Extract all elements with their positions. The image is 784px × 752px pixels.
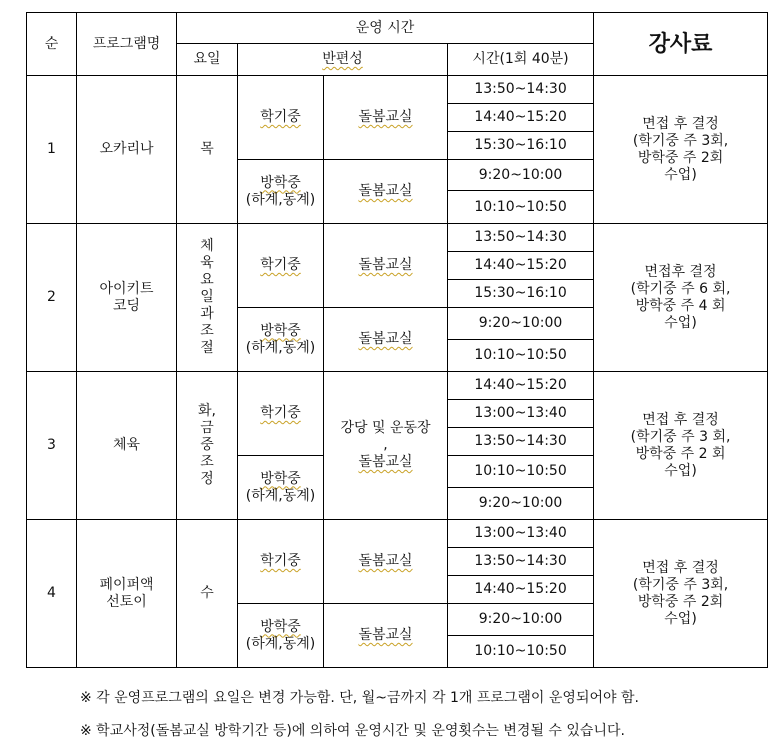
time-slot: 13:50~14:30 — [448, 548, 594, 576]
class-place: 돌봄교실 — [324, 520, 448, 604]
class-place: 강당 및 운동장 , 돌봄교실 — [324, 372, 448, 520]
time-slot: 14:40~15:20 — [448, 576, 594, 604]
header-time: 시간(1회 40분) — [448, 44, 594, 76]
day-cell: 목 — [177, 76, 238, 224]
note-day-change: ※ 각 운영프로그램의 요일은 변경 가능함. 단, 월~금까지 각 1개 프로그램이 운영되어야 함. — [80, 690, 639, 706]
semester-label: 학기중 — [238, 372, 324, 456]
time-slot: 15:30~16:10 — [448, 280, 594, 308]
header-fee: 강사료 — [594, 13, 768, 76]
fee-cell: 면접 후 결정 (학기중 주 3 회, 방학중 주 2 회 수업) — [594, 372, 768, 520]
row-no: 3 — [27, 372, 77, 520]
day-cell: 화, 금 중 조 정 — [177, 372, 238, 520]
header-program: 프로그램명 — [77, 13, 177, 76]
time-slot: 13:50~14:30 — [448, 76, 594, 104]
row-no: 4 — [27, 520, 77, 668]
program-name: 페이퍼액 선토이 — [77, 520, 177, 668]
time-slot: 10:10~10:50 — [448, 191, 594, 224]
time-slot: 13:00~13:40 — [448, 400, 594, 428]
time-slot: 14:40~15:20 — [448, 104, 594, 132]
vacation-label: 방학중 (하계,동계) — [238, 456, 324, 520]
class-place: 돌봄교실 — [324, 308, 448, 372]
fee-cell: 면접 후 결정 (학기중 주 3회, 방학중 주 2회 수업) — [594, 520, 768, 668]
time-slot: 9:20~10:00 — [448, 308, 594, 340]
header-day: 요일 — [177, 44, 238, 76]
program-name: 체육 — [77, 372, 177, 520]
time-slot: 10:10~10:50 — [448, 456, 594, 488]
header-operation-time: 운영 시간 — [177, 13, 594, 44]
fee-cell: 면접 후 결정 (학기중 주 3회, 방학중 주 2회 수업) — [594, 76, 768, 224]
time-slot: 14:40~15:20 — [448, 372, 594, 400]
class-place: 돌봄교실 — [324, 224, 448, 308]
program-name: 아이키트 코딩 — [77, 224, 177, 372]
vacation-label: 방학중 (하계,동계) — [238, 308, 324, 372]
class-place: 돌봄교실 — [324, 160, 448, 224]
day-cell: 수 — [177, 520, 238, 668]
vacation-label: 방학중 (하계,동계) — [238, 604, 324, 668]
header-class-group: 반편성 — [238, 44, 448, 76]
row-no: 1 — [27, 76, 77, 224]
header-no: 순 — [27, 13, 77, 76]
time-slot: 13:50~14:30 — [448, 428, 594, 456]
time-slot: 13:50~14:30 — [448, 224, 594, 252]
semester-label: 학기중 — [238, 76, 324, 160]
time-slot: 13:00~13:40 — [448, 520, 594, 548]
time-slot: 9:20~10:00 — [448, 160, 594, 191]
program-name: 오카리나 — [77, 76, 177, 224]
row-no: 2 — [27, 224, 77, 372]
time-slot: 14:40~15:20 — [448, 252, 594, 280]
time-slot: 10:10~10:50 — [448, 636, 594, 668]
time-slot: 10:10~10:50 — [448, 340, 594, 372]
time-slot: 9:20~10:00 — [448, 488, 594, 520]
note-schedule-change: ※ 학교사정(돌봄교실 방학기간 등)에 의하여 운영시간 및 운영횟수는 변경될 수 있습니다. — [80, 723, 625, 739]
day-cell: 체 육 요 일 과 조 절 — [177, 224, 238, 372]
semester-label: 학기중 — [238, 224, 324, 308]
time-slot: 9:20~10:00 — [448, 604, 594, 636]
fee-cell: 면접후 결정 (학기중 주 6 회, 방학중 주 4 회 수업) — [594, 224, 768, 372]
vacation-label: 방학중 (하계,동계) — [238, 160, 324, 224]
class-place: 돌봄교실 — [324, 76, 448, 160]
time-slot: 15:30~16:10 — [448, 132, 594, 160]
schedule-table — [26, 12, 768, 668]
semester-label: 학기중 — [238, 520, 324, 604]
class-place: 돌봄교실 — [324, 604, 448, 668]
